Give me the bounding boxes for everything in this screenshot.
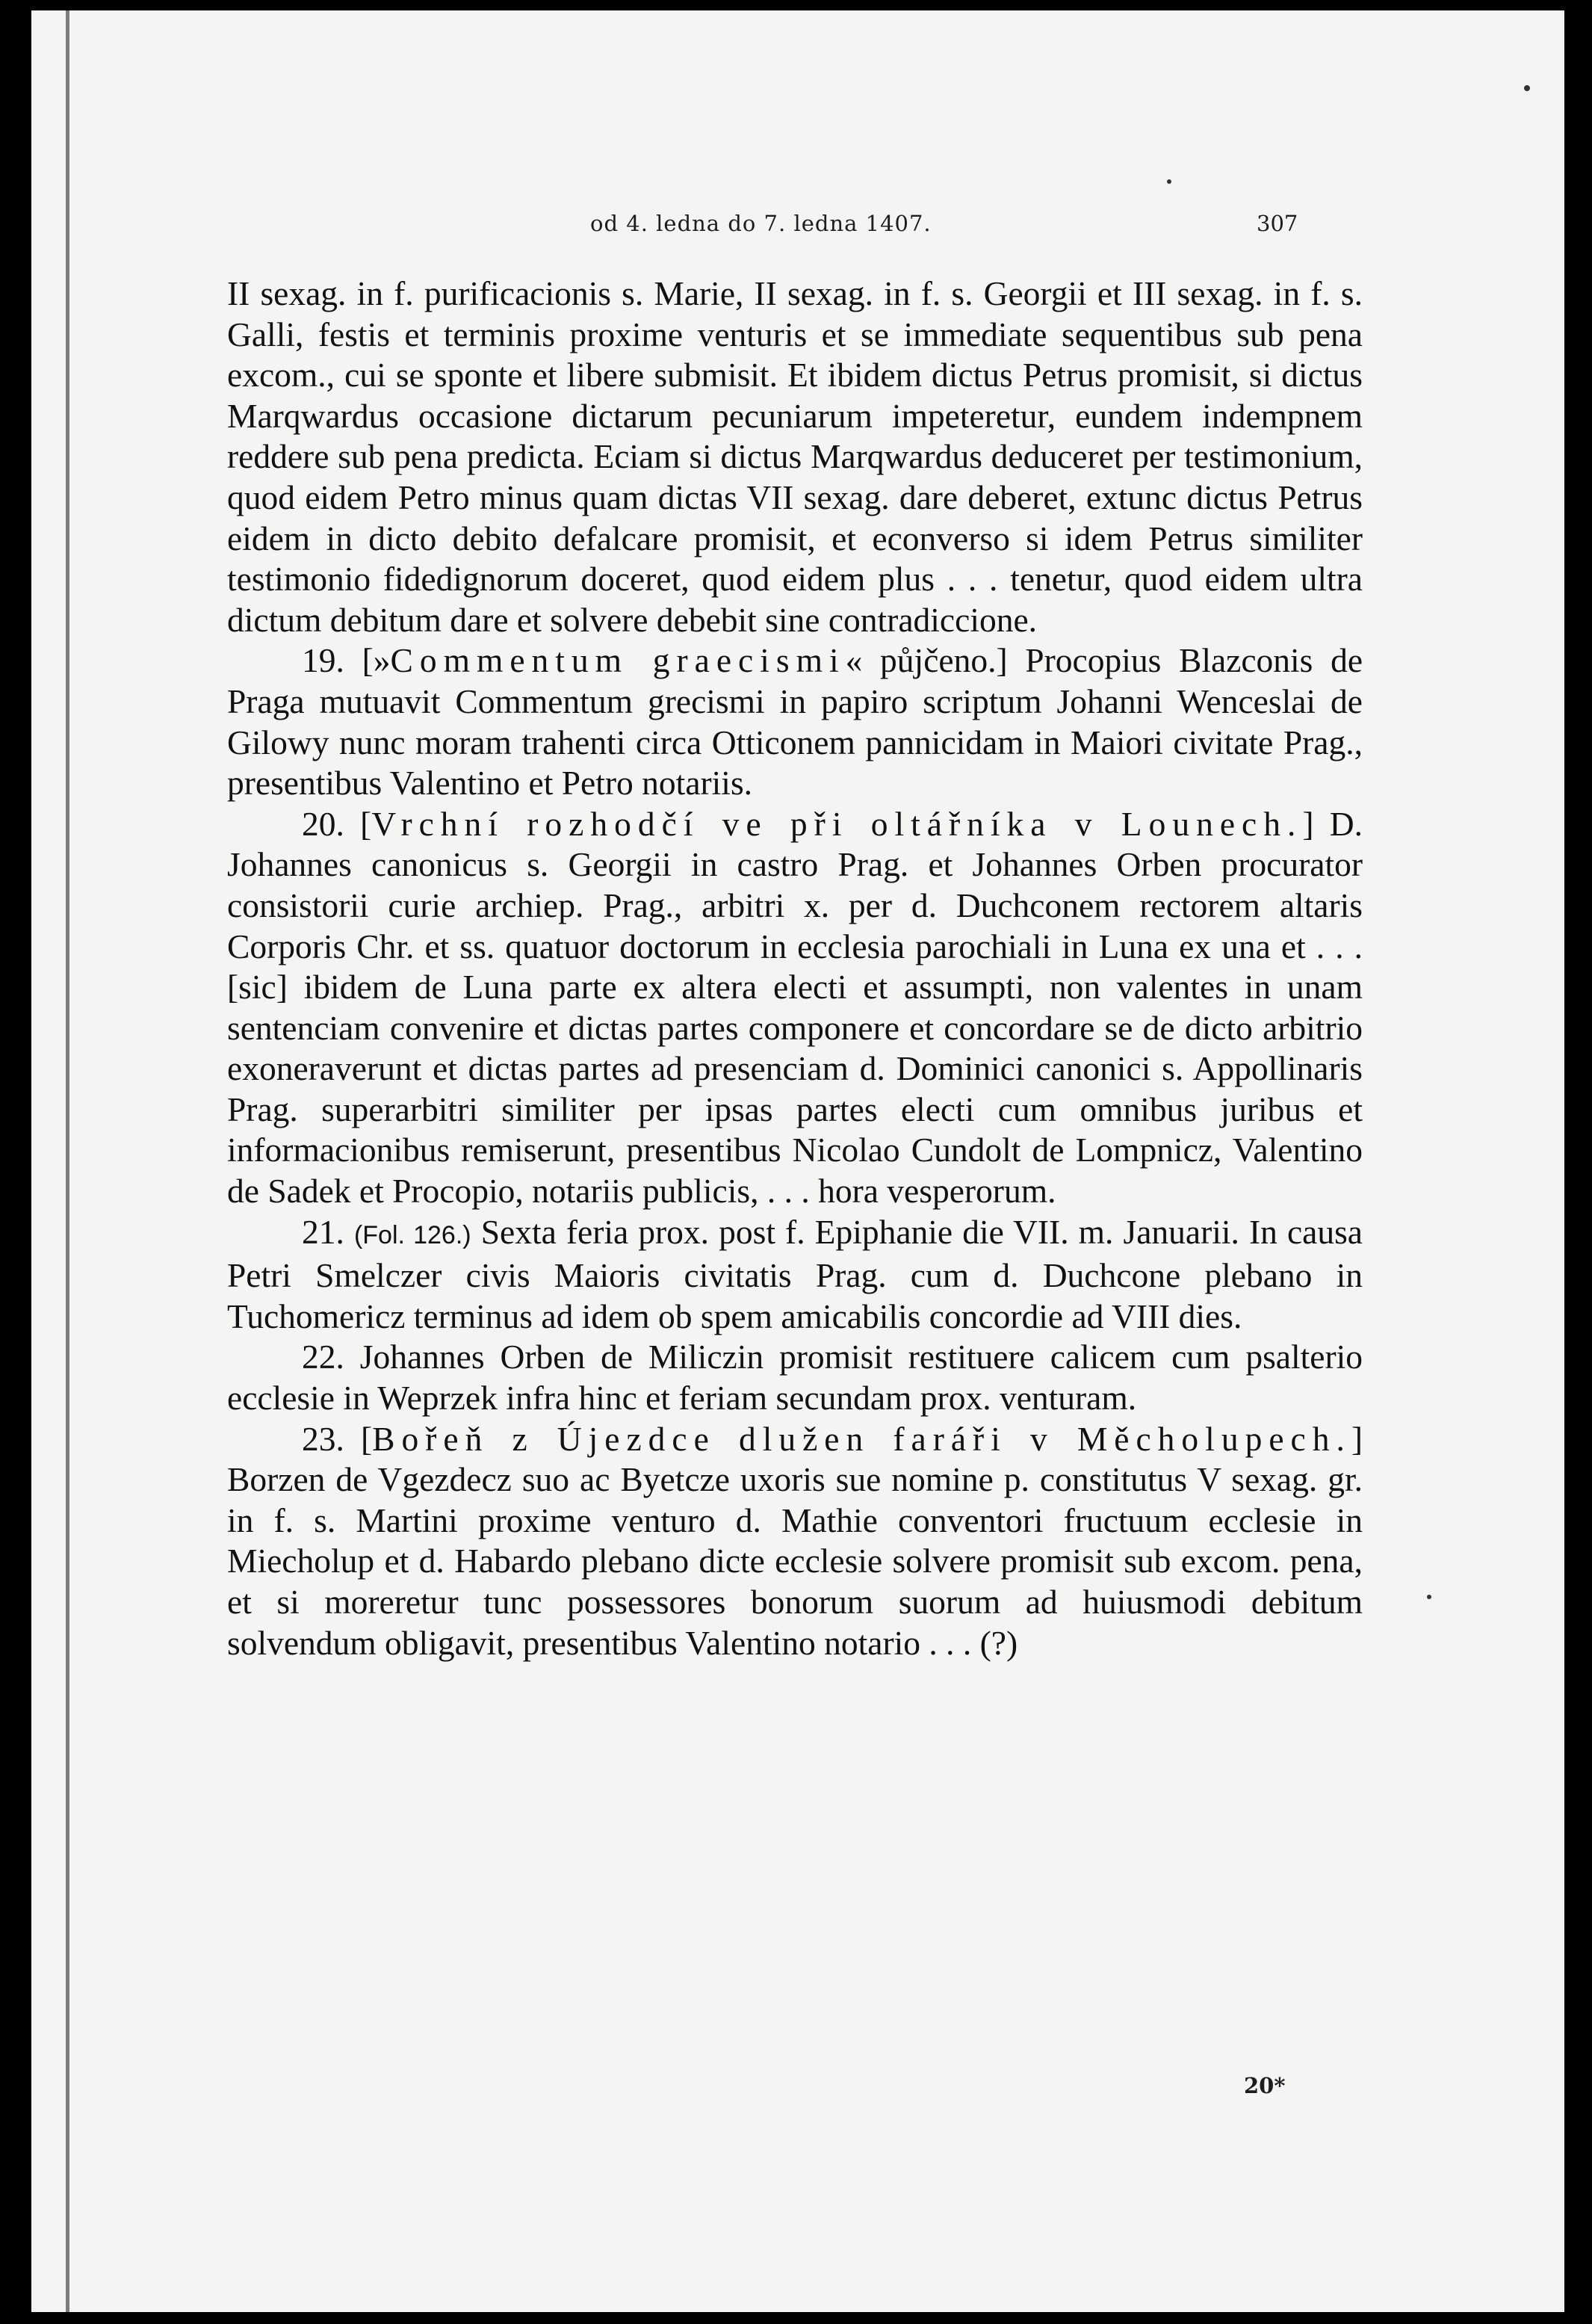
entry-heading: Vrchní rozhodčí ve při oltářníka v Lounech.	[371, 804, 1303, 843]
entry-text: Procopius Blazconis de Praga mutuavit Commentum grecismi in papiro scriptum Johanni Wenceslai de Gilowy nunc moram trahenti circa Otticonem pannicidam in Maiori civitate Prag., presentibus Valentino et Petro notariis.	[227, 641, 1363, 803]
entry-number: 20.	[302, 804, 344, 843]
entry-number: 21.	[302, 1212, 344, 1251]
book-page	[31, 10, 1564, 2312]
body-text	[227, 273, 1363, 1663]
running-head-title: od 4. ledna do 7. ledna 1407.	[590, 211, 932, 236]
entry-text: Sexta feria prox. post f. Epiphanie die VII. m. Januarii. In causa Petri Smelczer civis Maioris civitatis Prag. cum d. Duchcone plebano in Tuchomericz terminus ad idem ob spem amicabilis concordie ad VIII dies.	[227, 1212, 1363, 1335]
signature-mark: 20*	[1244, 2073, 1286, 2098]
entry-heading-close: « půjčeno.]	[845, 641, 1008, 680]
entry-heading-open: [»	[362, 641, 391, 680]
entry-21	[227, 1212, 1363, 1338]
page-number: 307	[1257, 211, 1298, 236]
entry-19	[227, 640, 1363, 803]
speck	[1427, 1595, 1431, 1599]
page-edge-line	[66, 10, 69, 2312]
entry-heading: Bořeň z Újezdce dlužen faráři v Měcholupech.	[372, 1419, 1351, 1458]
entry-text: Johannes Orben de Miliczin promisit restituere calicem cum psalterio ecclesie in Weprzek infra hinc et feriam secundam prox. venturam.	[227, 1338, 1363, 1418]
speck	[1524, 85, 1530, 91]
entry-text: D. Johannes canonicus s. Georgii in castro Prag. et Johannes Orben procurator consistorii curie archiep. Prag., arbitri x. per d. Duchconem rectorem altaris Corporis Chr. et ss. quatuor doctorum in ecclesia parochiali in Luna ex una et . . . [sic] ibidem de Luna parte ex altera electi et assumpti, non valentes in unam sentenciam convenire et dictas partes componere et concordare se de dicto arbitrio exoneraverunt et dictas partes ad presenciam d. Dominici canonici s. Appollinaris Prag. superarbitri similiter per ipsas partes electi cum omnibus juribus et informacionibus remiserunt, presentibus Nicolao Cundolt de Lompnicz, Valentino de Sadek et Procopio, notariis publicis, . . . hora vesperorum.	[227, 804, 1363, 1211]
folio-marker: (Fol. 126.)	[353, 1220, 471, 1249]
entry-text: Borzen de Vgezdecz suo ac Byetcze uxoris sue nomine p. constitutus V sexag. gr. in f. s. Martini proxime venturo d. Mathie conventori fructuum ecclesie in Miecholup et d. Habardo plebano dicte ecclesie solvere promisit sub excom. pena, et si moreretur tunc possessores bonorum suorum ad huiusmodi debitum solvendum obligavit, presentibus Valentino notario . . . (?)	[227, 1460, 1363, 1662]
entry-heading-open: [	[361, 1419, 373, 1458]
entry-heading-open: [	[360, 804, 372, 843]
entry-heading-close: ]	[1351, 1419, 1363, 1458]
entry-heading-close: ]	[1302, 804, 1314, 843]
continuation-paragraph: II sexag. in f. purificacionis s. Marie, II sexag. in f. s. Georgii et III sexag. in f. s. Galli, festis et terminis proxime venturis et se immediate sequentibus sub pena excom., cui se sponte et libere submisit. Et ibidem dictus Petrus promisit, si dictus Marqwardus occasione dictarum pecuniarum impeteretur, eundem indempnem reddere sub pena predicta. Eciam si dictus Marqwardus deduceret per testimonium, quod eidem Petro minus quam dictas VII sexag. dare deberet, extunc dictus Petrus eidem in dicto debito defalcare promisit, et econverso si idem Petrus similiter testimonio fidedignorum doceret, quod eidem plus . . . tenetur, quod eidem ultra dictum debitum dare et solvere debebit sine contradiccione.	[227, 274, 1363, 639]
entry-number: 23.	[302, 1419, 344, 1458]
entry-22	[227, 1337, 1363, 1418]
entry-23	[227, 1419, 1363, 1664]
speck	[1167, 179, 1171, 184]
entry-number: 19.	[302, 641, 344, 680]
running-head	[31, 203, 1564, 241]
entry-number: 22.	[302, 1338, 344, 1376]
entry-20	[227, 804, 1363, 1212]
entry-heading: Commentum graecismi	[390, 641, 846, 680]
